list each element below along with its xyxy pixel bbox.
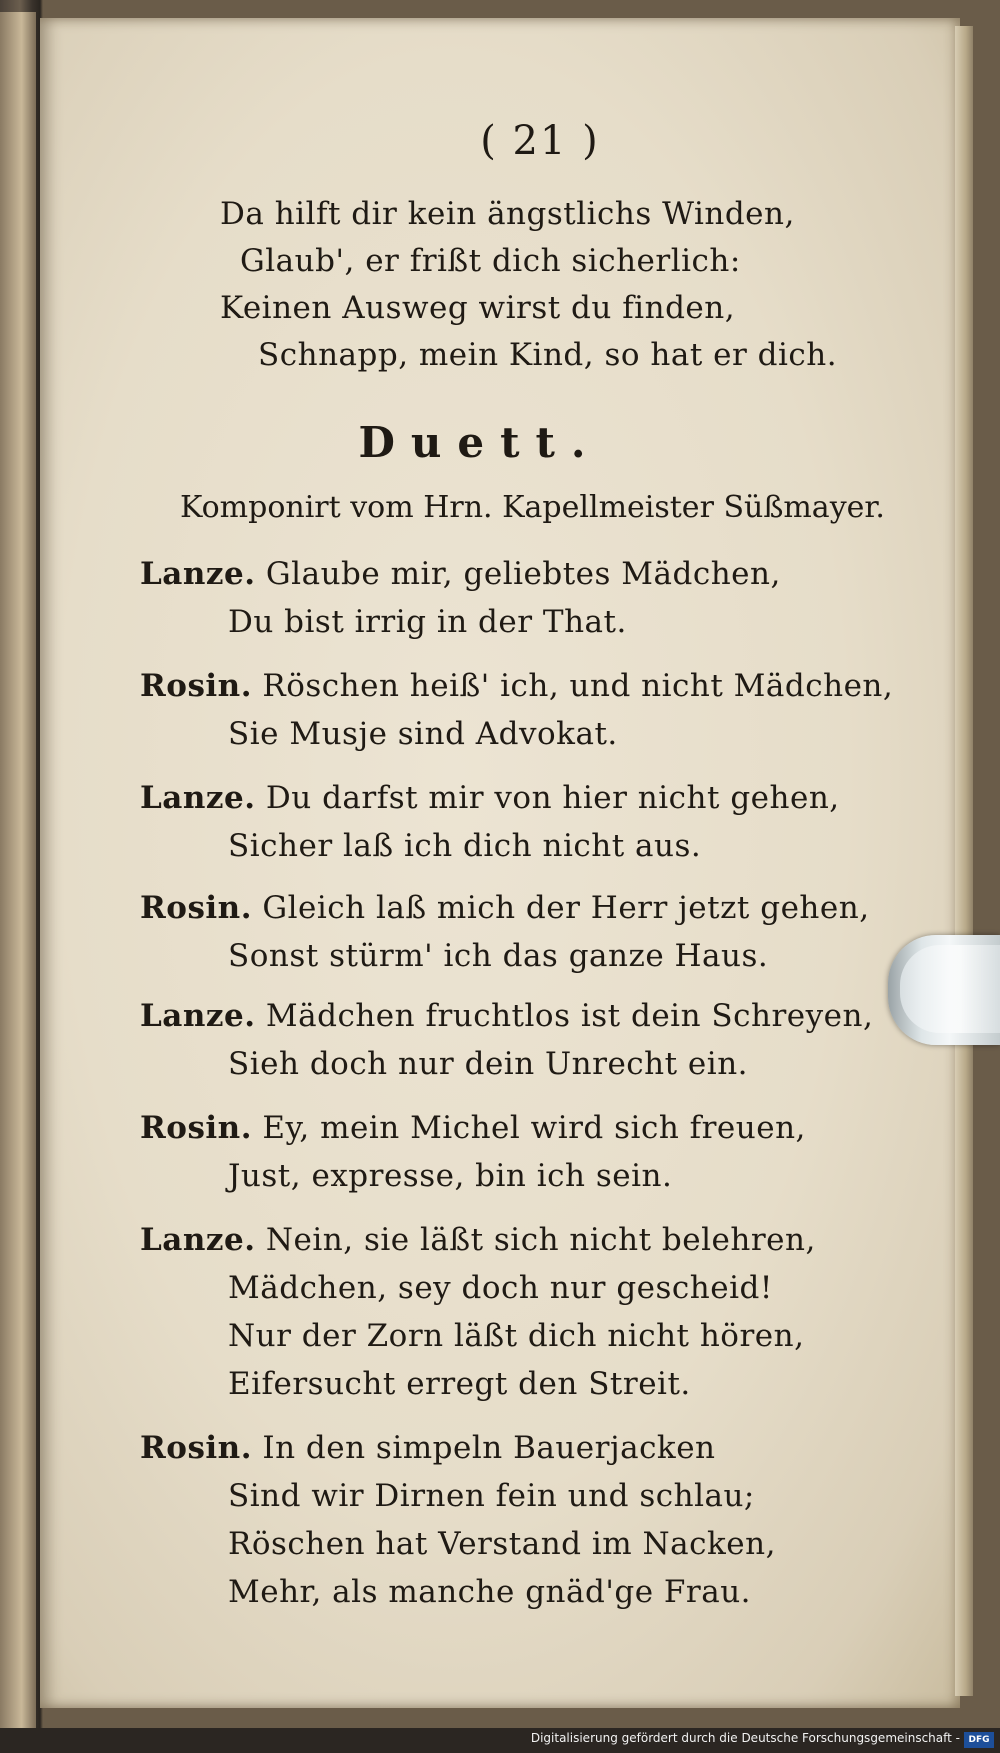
stanza-line: Schnapp, mein Kind, so hat er dich.	[258, 337, 838, 373]
verse-line: Ey, mein Michel wird sich freuen,	[262, 1110, 806, 1146]
section-title: Duett.	[358, 418, 602, 467]
verse-first-line	[140, 1222, 816, 1258]
speaker-name: Rosin.	[140, 668, 252, 704]
verse-line: Sonst stürm' ich das ganze Haus.	[228, 938, 769, 974]
verse-line: Sie Musje sind Advokat.	[228, 716, 618, 752]
verse-line: Sieh doch nur dein Unrecht ein.	[228, 1046, 749, 1082]
verse-line: Nein, sie läßt sich nicht belehren,	[265, 1222, 816, 1258]
verse-line: Mehr, als manche gnäd'ge Frau.	[228, 1574, 752, 1610]
verse-line: Sind wir Dirnen fein und schlau;	[228, 1478, 755, 1514]
verse-first-line	[140, 668, 893, 704]
speaker-name: Rosin.	[140, 1110, 252, 1146]
speaker-name: Rosin.	[140, 1430, 252, 1466]
verse-first-line	[140, 780, 840, 816]
verse-first-line	[140, 1110, 806, 1146]
speaker-name: Lanze.	[140, 780, 256, 816]
verse-line: In den simpeln Bauerjacken	[262, 1430, 716, 1466]
scan-footer	[0, 1728, 1000, 1753]
verse-first-line	[140, 998, 873, 1034]
speaker-name: Lanze.	[140, 998, 256, 1034]
verse-line: Just, expresse, bin ich sein.	[228, 1158, 673, 1194]
stanza-line: Glaub', er frißt dich sicherlich:	[240, 243, 741, 279]
verse-first-line	[140, 1430, 716, 1466]
composer-note: Komponirt vom Hrn. Kapellmeister Süßmayer.	[180, 490, 885, 525]
verse-line: Nur der Zorn läßt dich nicht hören,	[228, 1318, 805, 1354]
verse-line: Mädchen, sey doch nur gescheid!	[228, 1270, 773, 1306]
verse-line: Röschen hat Verstand im Nacken,	[228, 1526, 776, 1562]
stanza-line: Keinen Ausweg wirst du finden,	[220, 290, 736, 326]
speaker-name: Lanze.	[140, 1222, 256, 1258]
verse-line: Röschen heiß' ich, und nicht Mädchen,	[262, 668, 894, 704]
verse-line: Du bist irrig in der That.	[228, 604, 627, 640]
verse-first-line	[140, 890, 870, 926]
dfg-logo: DFG	[964, 1732, 994, 1748]
verse-line: Eifersucht erregt den Streit.	[228, 1366, 691, 1402]
verse-line: Gleich laß mich der Herr jetzt gehen,	[262, 890, 870, 926]
verse-line: Glaube mir, geliebtes Mädchen,	[265, 556, 781, 592]
funding-credit: Digitalisierung gefördert durch die Deutsche Forschungsgemeinschaft -	[530, 1731, 960, 1745]
verse-line: Mädchen fruchtlos ist dein Schreyen,	[265, 998, 874, 1034]
speaker-name: Rosin.	[140, 890, 252, 926]
previous-page-edge	[0, 12, 36, 1732]
verse-line: Du darfst mir von hier nicht gehen,	[265, 780, 840, 816]
verse-first-line	[140, 556, 781, 592]
page-number: ( 21 )	[480, 118, 600, 164]
page-text	[40, 18, 960, 1708]
stanza-line: Da hilft dir kein ängstlichs Winden,	[220, 196, 795, 232]
verse-line: Sicher laß ich dich nicht aus.	[228, 828, 702, 864]
speaker-name: Lanze.	[140, 556, 256, 592]
